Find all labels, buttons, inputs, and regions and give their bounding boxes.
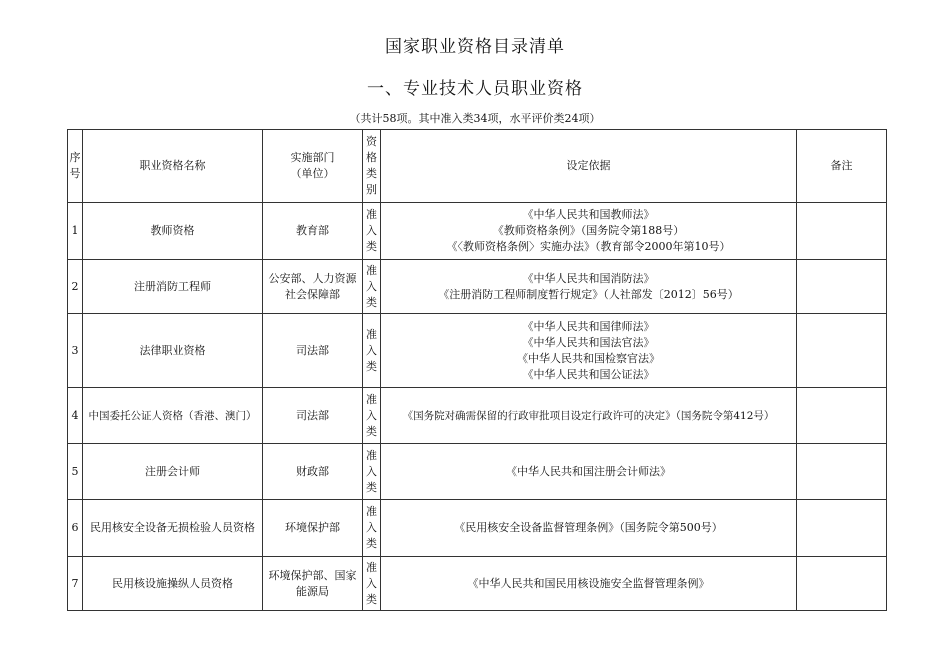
table-row <box>68 203 887 260</box>
cell-remark <box>797 557 887 611</box>
document-title: 国家职业资格目录清单 <box>385 37 565 57</box>
table-header-row <box>68 130 887 203</box>
cell-basis <box>381 314 797 388</box>
qualification-table <box>67 129 887 611</box>
cell-remark <box>797 260 887 314</box>
cell-seq: 5 <box>68 444 83 500</box>
basis-line: 《中华人民共和国消防法》 <box>522 271 655 285</box>
cell-basis <box>381 444 797 500</box>
table-row <box>68 260 887 314</box>
basis-line: 《国务院对确需保留的行政审批项目设定行政许可的决定》（国务院令第412号） <box>402 409 775 422</box>
header-basis: 设定依据 <box>381 130 797 203</box>
cell-dept: 司法部 <box>263 388 363 444</box>
cell-remark <box>797 388 887 444</box>
basis-line: 《中华人民共和国注册会计师法》 <box>506 464 671 478</box>
table-row <box>68 500 887 557</box>
table-row <box>68 314 887 388</box>
cell-seq: 6 <box>68 500 83 557</box>
cell-seq: 3 <box>68 314 83 388</box>
cell-remark <box>797 203 887 260</box>
section-subtitle: 一、专业技术人员职业资格 <box>367 79 583 99</box>
cell-seq: 4 <box>68 388 83 444</box>
cell-remark <box>797 314 887 388</box>
cell-name: 法律职业资格 <box>83 314 263 388</box>
basis-line: 《〈教师资格条例〉实施办法》（教育部令2000年第10号） <box>446 240 731 253</box>
cell-name: 中国委托公证人资格（香港、澳门） <box>83 388 263 444</box>
header-name: 职业资格名称 <box>83 130 263 203</box>
cell-cat: 准入类 <box>363 314 381 388</box>
cell-dept: 环境保护部、国家能源局 <box>263 557 363 611</box>
table-row <box>68 444 887 500</box>
basis-line: 《中华人民共和国民用核设施安全监督管理条例》 <box>467 576 710 590</box>
basis-line: 《中华人民共和国检察官法》 <box>517 351 660 365</box>
cell-basis <box>381 557 797 611</box>
cell-name: 民用核安全设备无损检验人员资格 <box>83 500 263 557</box>
header-dept-line2: （单位） <box>290 167 335 180</box>
cell-cat: 准入类 <box>363 260 381 314</box>
cell-name: 民用核设施操纵人员资格 <box>83 557 263 611</box>
header-dept <box>263 130 363 203</box>
cell-dept: 司法部 <box>263 314 363 388</box>
cell-basis <box>381 203 797 260</box>
cell-basis <box>381 500 797 557</box>
cell-seq: 1 <box>68 203 83 260</box>
cell-basis <box>381 388 797 444</box>
cell-name: 注册会计师 <box>83 444 263 500</box>
basis-line: 《中华人民共和国教师法》 <box>522 208 655 221</box>
cell-cat: 准入类 <box>363 388 381 444</box>
cell-cat: 准入类 <box>363 557 381 611</box>
cell-dept: 环境保护部 <box>263 500 363 557</box>
basis-line: 《教师资格条例》（国务院令第188号） <box>492 224 685 237</box>
cell-dept: 财政部 <box>263 444 363 500</box>
header-seq-label: 序号 <box>69 151 81 180</box>
cell-name: 注册消防工程师 <box>83 260 263 314</box>
cell-cat: 准入类 <box>363 203 381 260</box>
basis-line: 《注册消防工程师制度暂行规定》（人社部发〔2012〕56号） <box>438 287 739 301</box>
basis-line: 《中华人民共和国公证法》 <box>522 367 655 381</box>
cell-remark <box>797 444 887 500</box>
cell-name: 教师资格 <box>83 203 263 260</box>
cell-remark <box>797 500 887 557</box>
header-remark: 备注 <box>797 130 887 203</box>
cell-dept: 公安部、人力资源社会保障部 <box>263 260 363 314</box>
cell-cat: 准入类 <box>363 500 381 557</box>
summary-note: （共计58项。其中准入类34项，水平评价类24项） <box>349 112 601 125</box>
cell-basis <box>381 260 797 314</box>
basis-line: 《中华人民共和国律师法》 <box>522 319 655 333</box>
cell-cat: 准入类 <box>363 444 381 500</box>
basis-line: 《民用核安全设备监督管理条例》（国务院令第500号） <box>454 521 723 534</box>
header-cat: 资格类别 <box>363 130 381 203</box>
cell-seq: 2 <box>68 260 83 314</box>
cell-seq: 7 <box>68 557 83 611</box>
basis-line: 《中华人民共和国法官法》 <box>522 335 655 349</box>
header-seq <box>68 130 83 203</box>
header-dept-line1: 实施部门 <box>290 151 335 164</box>
table-row <box>68 557 887 611</box>
cell-dept: 教育部 <box>263 203 363 260</box>
table-row <box>68 388 887 444</box>
